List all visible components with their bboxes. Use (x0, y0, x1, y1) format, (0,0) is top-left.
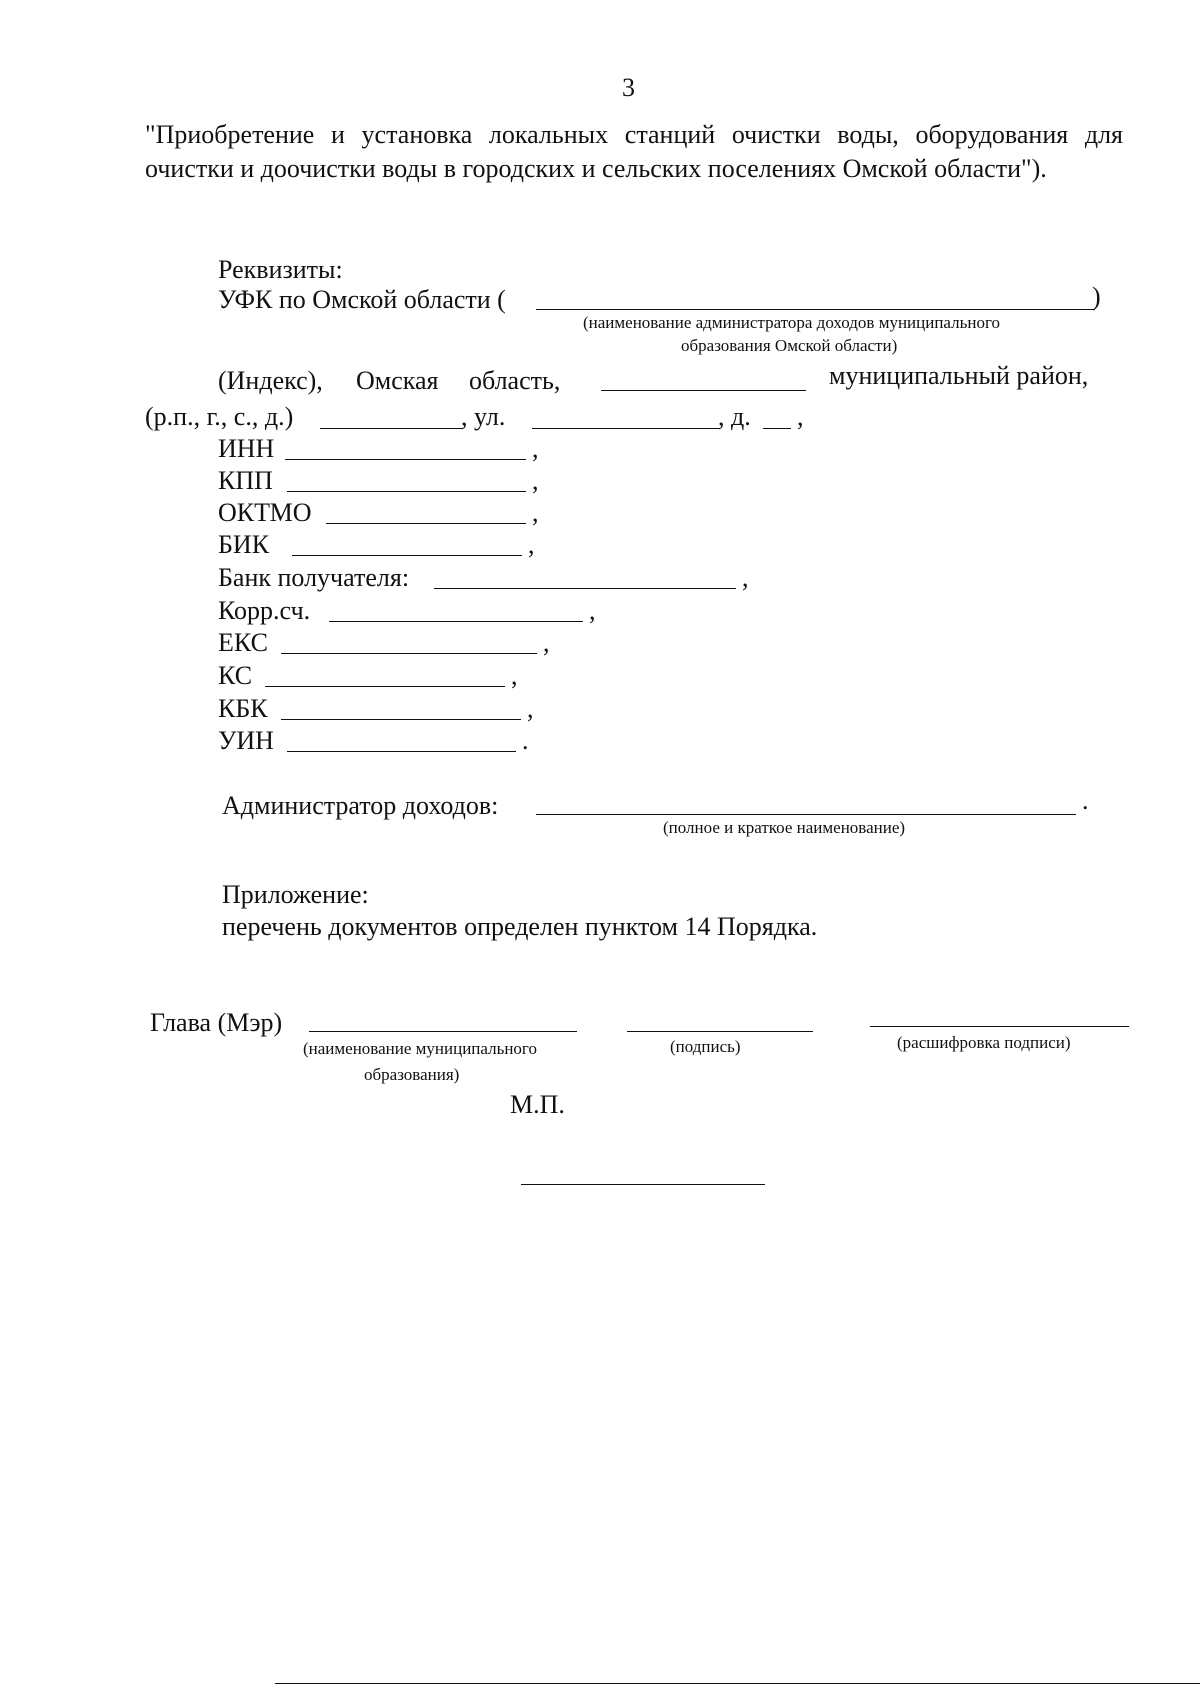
appendix-text: перечень документов определен пунктом 14 Порядка. (222, 912, 818, 941)
field-kbk-end: , (527, 694, 534, 723)
address-index: (Индекс), (218, 366, 323, 395)
signature-blank-line (627, 1031, 813, 1032)
head-label: Глава (Мэр) (150, 1008, 283, 1037)
field-eks-end: , (543, 628, 550, 657)
ufk-close-paren: ) (1092, 282, 1101, 311)
address-blank-1 (601, 390, 806, 391)
caption-decoding: (расшифровка подписи) (897, 1033, 1071, 1052)
admin-caption: (полное и краткое наименование) (663, 818, 906, 837)
field-eks-label: ЕКС (218, 628, 268, 657)
address-locality: (р.п., г., с., д.) (145, 402, 294, 431)
stamp-mp: М.П. (510, 1090, 565, 1119)
page-bottom-edge-line (275, 1683, 1200, 1684)
address-district: муниципальный район, (829, 361, 1089, 390)
field-bik-label: БИК (218, 530, 270, 559)
address-end: , (797, 402, 804, 431)
address-street: , ул. (461, 402, 506, 431)
ufk-blank-line (536, 309, 1095, 310)
caption-mo-line1: (наименование муниципального (303, 1039, 537, 1058)
field-corr-blank (329, 621, 583, 622)
ufk-label: УФК по Омской области ( (218, 285, 506, 314)
field-uin-blank (287, 751, 516, 752)
admin-blank-line (536, 814, 1076, 815)
field-oktmo-blank (326, 523, 526, 524)
address-house: , д. (718, 402, 751, 431)
ufk-caption-line1: (наименование администратора доходов муниципального (583, 313, 1001, 332)
field-kpp-label: КПП (218, 466, 273, 495)
field-eks-blank (281, 653, 537, 654)
field-inn-end: , (532, 434, 539, 463)
field-kbk-blank (281, 719, 521, 720)
caption-signature: (подпись) (670, 1037, 741, 1056)
field-bank-label: Банк получателя: (218, 563, 410, 592)
field-bik-end: , (528, 530, 535, 559)
closing-rule (521, 1184, 765, 1185)
requisites-title: Реквизиты: (218, 255, 343, 284)
address-blank-street (532, 428, 720, 429)
page-number: 3 (622, 73, 635, 102)
field-bank-end: , (742, 563, 749, 592)
field-ks-blank (265, 686, 505, 687)
field-kbk-label: КБК (218, 694, 268, 723)
address-region2: область, (469, 366, 561, 395)
admin-end: . (1082, 786, 1089, 815)
field-uin-end: . (522, 726, 529, 755)
field-oktmo-label: ОКТМО (218, 498, 312, 527)
appendix-title: Приложение: (222, 880, 369, 909)
field-bik-blank (292, 555, 522, 556)
field-ks-label: КС (218, 661, 253, 690)
field-inn-label: ИНН (218, 434, 275, 463)
field-ks-end: , (511, 661, 518, 690)
field-kpp-end: , (532, 466, 539, 495)
address-region: Омская (356, 366, 439, 395)
field-bank-blank (434, 588, 736, 589)
address-blank-locality (320, 428, 463, 429)
field-inn-blank (285, 459, 526, 460)
caption-mo-line2: образования) (364, 1065, 460, 1084)
admin-label: Администратор доходов: (222, 791, 499, 820)
decoding-blank-line (870, 1026, 1129, 1027)
field-corr-end: , (589, 596, 596, 625)
field-corr-label: Корр.сч. (218, 596, 311, 625)
ufk-caption-line2: образования Омской области) (681, 336, 898, 355)
field-oktmo-end: , (532, 498, 539, 527)
field-kpp-blank (287, 491, 526, 492)
intro-paragraph: "Приобретение и установка локальных станций очистки воды, оборудования для очистки и доочистки воды в городских и сельских поселениях Омской области"). (145, 120, 1123, 183)
field-uin-label: УИН (218, 726, 274, 755)
address-blank-house (763, 428, 791, 429)
head-mo-blank-line (309, 1031, 577, 1032)
